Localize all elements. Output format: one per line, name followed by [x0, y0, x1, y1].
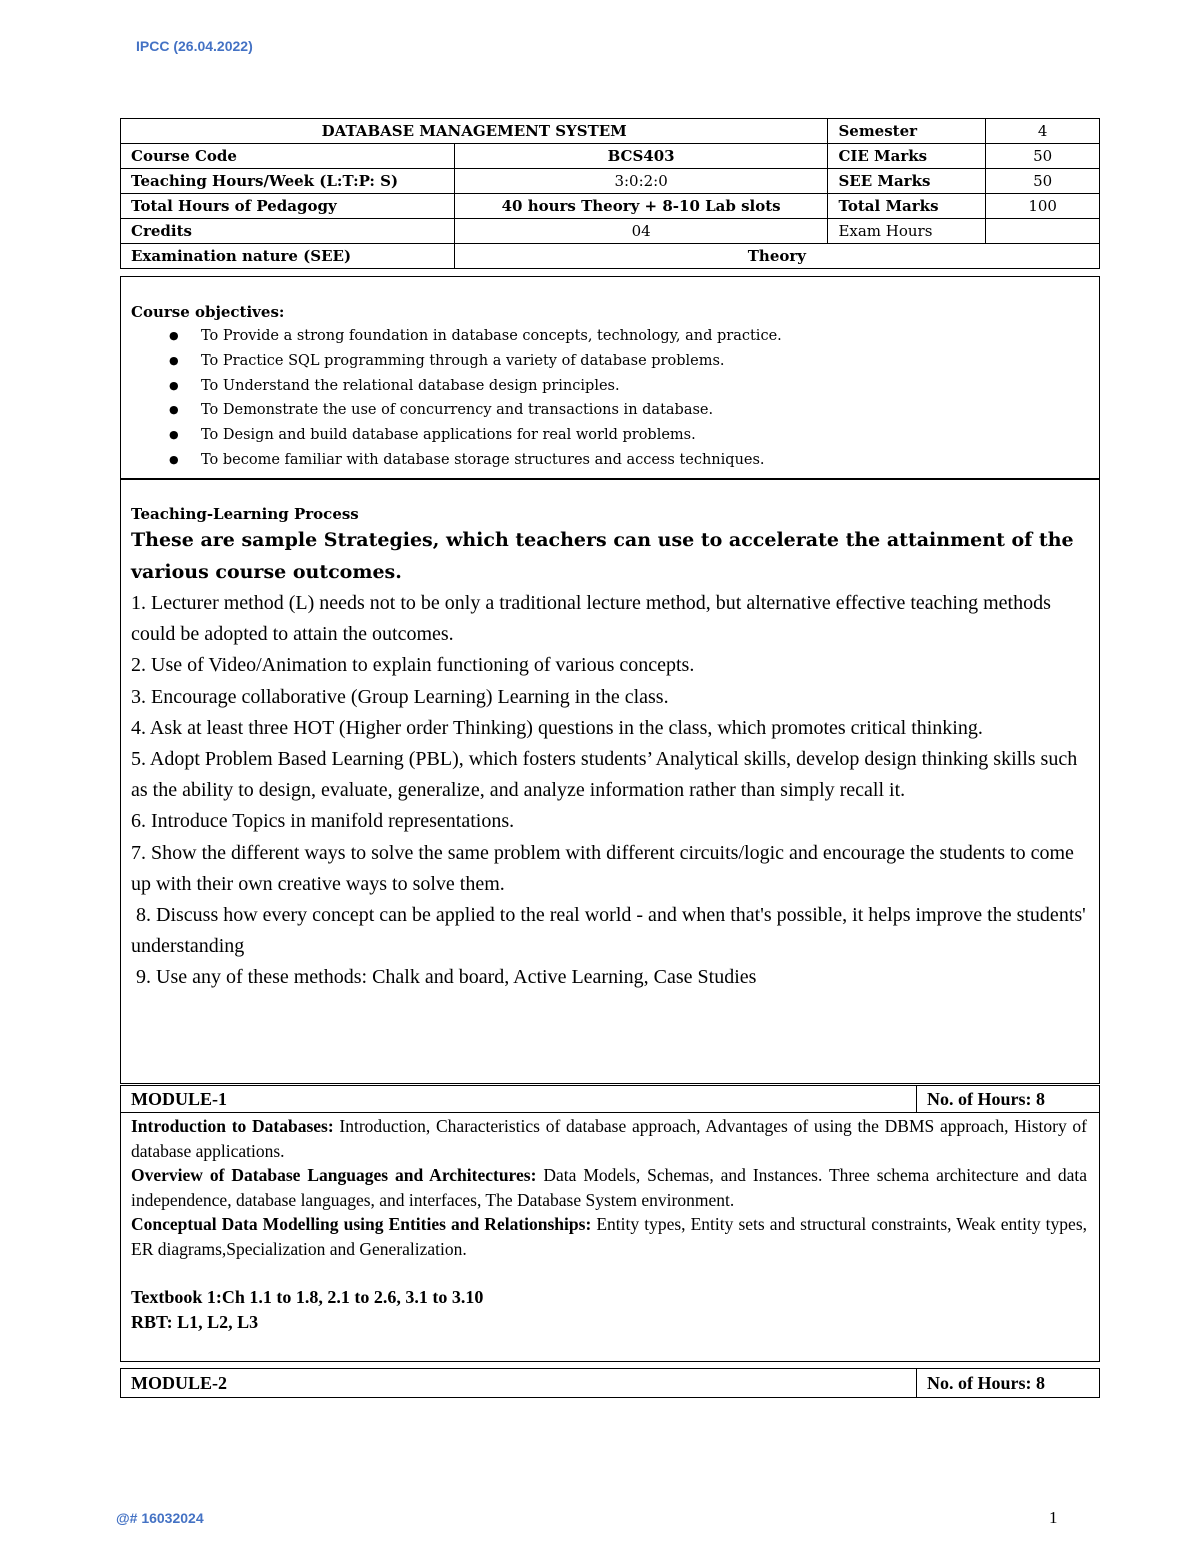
- module-1-header: [120, 1085, 1100, 1113]
- module-1-textbook: Textbook 1:Ch 1.1 to 1.8, 2.1 to 2.6, 3.1 to 3.10: [131, 1287, 484, 1307]
- module-1-rbt: RBT: L1, L2, L3: [131, 1311, 259, 1332]
- tlp-point: 7. Show the different ways to solve the same problem with different circuits/logic and encourage the students to come up with their own creative ways to solve them.: [131, 841, 1074, 895]
- total-marks-label: Total Marks: [828, 194, 986, 219]
- module-1-topic: [131, 1163, 1087, 1212]
- tlp-point: 5. Adopt Problem Based Learning (PBL), which fosters students’ Analytical skills, develop design thinking skills such as the ability to design, evaluate, generalize, and analyze information rather than simply recall it.: [131, 748, 1078, 802]
- objectives-heading: Course objectives:: [131, 303, 285, 321]
- objectives-list: [131, 324, 1089, 473]
- tlp-point: 6. Introduce Topics in manifold representations.: [131, 810, 515, 833]
- tlp-heading: Teaching-Learning Process: [131, 505, 359, 523]
- module-2-hours: No. of Hours: 8: [917, 1369, 1100, 1398]
- course-code-label: Course Code: [121, 144, 455, 169]
- course-info-table: [120, 118, 1100, 269]
- course-objectives: [120, 276, 1100, 480]
- see-marks-label: SEE Marks: [828, 169, 986, 194]
- exam-nature-value: Theory: [454, 244, 1099, 269]
- module-1-topic: [131, 1212, 1087, 1261]
- course-title: DATABASE MANAGEMENT SYSTEM: [121, 119, 828, 144]
- credits-label: Credits: [121, 219, 455, 244]
- module-1-content: [120, 1112, 1100, 1362]
- semester-value: 4: [986, 119, 1100, 144]
- tlp-point: 8. Discuss how every concept can be applied to the real world - and when that's possible, it helps improve the students' understanding: [131, 904, 1091, 958]
- pedagogy-value: 40 hours Theory + 8-10 Lab slots: [454, 194, 828, 219]
- pedagogy-label: Total Hours of Pedagogy: [121, 194, 455, 219]
- topic-text: Introduction, Characteristics of database approach, Advantages of using the DBMS approach, History of database applications.: [131, 1116, 1087, 1161]
- teaching-learning-process: [120, 478, 1100, 1084]
- semester-label: Semester: [828, 119, 986, 144]
- objective-item: ● To Provide a strong foundation in database concepts, technology, and practice.: [201, 324, 1089, 349]
- tlp-point: 3. Encourage collaborative (Group Learning) Learning in the class.: [131, 685, 669, 708]
- module-1-title: MODULE-1: [121, 1086, 917, 1113]
- exam-nature-label: Examination nature (SEE): [121, 244, 455, 269]
- teaching-hours-value: 3:0:2:0: [454, 169, 828, 194]
- page-number: 1: [1049, 1508, 1058, 1527]
- objective-item: ● To Demonstrate the use of concurrency and transactions in database.: [201, 398, 1089, 423]
- module-2-header: [120, 1368, 1100, 1398]
- tlp-point: 2. Use of Video/Animation to explain functioning of various concepts.: [131, 654, 695, 677]
- objective-item: ● To Design and build database applications for real world problems.: [201, 423, 1089, 448]
- see-marks-value: 50: [986, 169, 1100, 194]
- topic-text: Data Models, Schemas, and Instances. Three schema architecture and data independence, database languages, and interfaces, The Database System environment.: [131, 1165, 1087, 1210]
- tlp-point: 1. Lecturer method (L) needs not to be only a traditional lecture method, but alternative effective teaching methods could be adopted to attain the outcomes.: [131, 592, 1051, 646]
- module-1-topic: [131, 1114, 1087, 1163]
- course-code-value: BCS403: [454, 144, 828, 169]
- header-tag: IPCC (26.04.2022): [136, 38, 253, 54]
- cie-marks-label: CIE Marks: [828, 144, 986, 169]
- teaching-hours-label: Teaching Hours/Week (L:T:P: S): [121, 169, 455, 194]
- footer-tag: @# 16032024: [116, 1510, 204, 1526]
- objective-item: ● To Practice SQL programming through a variety of database problems.: [201, 349, 1089, 374]
- topic-heading: Conceptual Data Modelling using Entities and Relationships:: [131, 1214, 592, 1234]
- tlp-intro: These are sample Strategies, which teachers can use to accelerate the attainment of the various course outcomes.: [131, 529, 1074, 583]
- exam-hours-value: [986, 219, 1100, 244]
- credits-value: 04: [454, 219, 828, 244]
- total-marks-value: 100: [986, 194, 1100, 219]
- tlp-point: 9. Use any of these methods: Chalk and board, Active Learning, Case Studies: [131, 966, 757, 989]
- topic-heading: Overview of Database Languages and Architectures:: [131, 1165, 537, 1185]
- module-1-hours: No. of Hours: 8: [917, 1086, 1100, 1113]
- module-2-title: MODULE-2: [121, 1369, 917, 1398]
- objective-item: ● To Understand the relational database design principles.: [201, 374, 1089, 399]
- exam-hours-label: Exam Hours: [828, 219, 986, 244]
- tlp-point: 4. Ask at least three HOT (Higher order Thinking) questions in the class, which promotes critical thinking.: [131, 716, 983, 739]
- objective-item: ● To become familiar with database storage structures and access techniques.: [201, 448, 1089, 473]
- cie-marks-value: 50: [986, 144, 1100, 169]
- topic-text: Entity types, Entity sets and structural constraints, Weak entity types, ER diagrams,Specialization and Generalization.: [131, 1214, 1087, 1259]
- topic-heading: Introduction to Databases:: [131, 1116, 334, 1136]
